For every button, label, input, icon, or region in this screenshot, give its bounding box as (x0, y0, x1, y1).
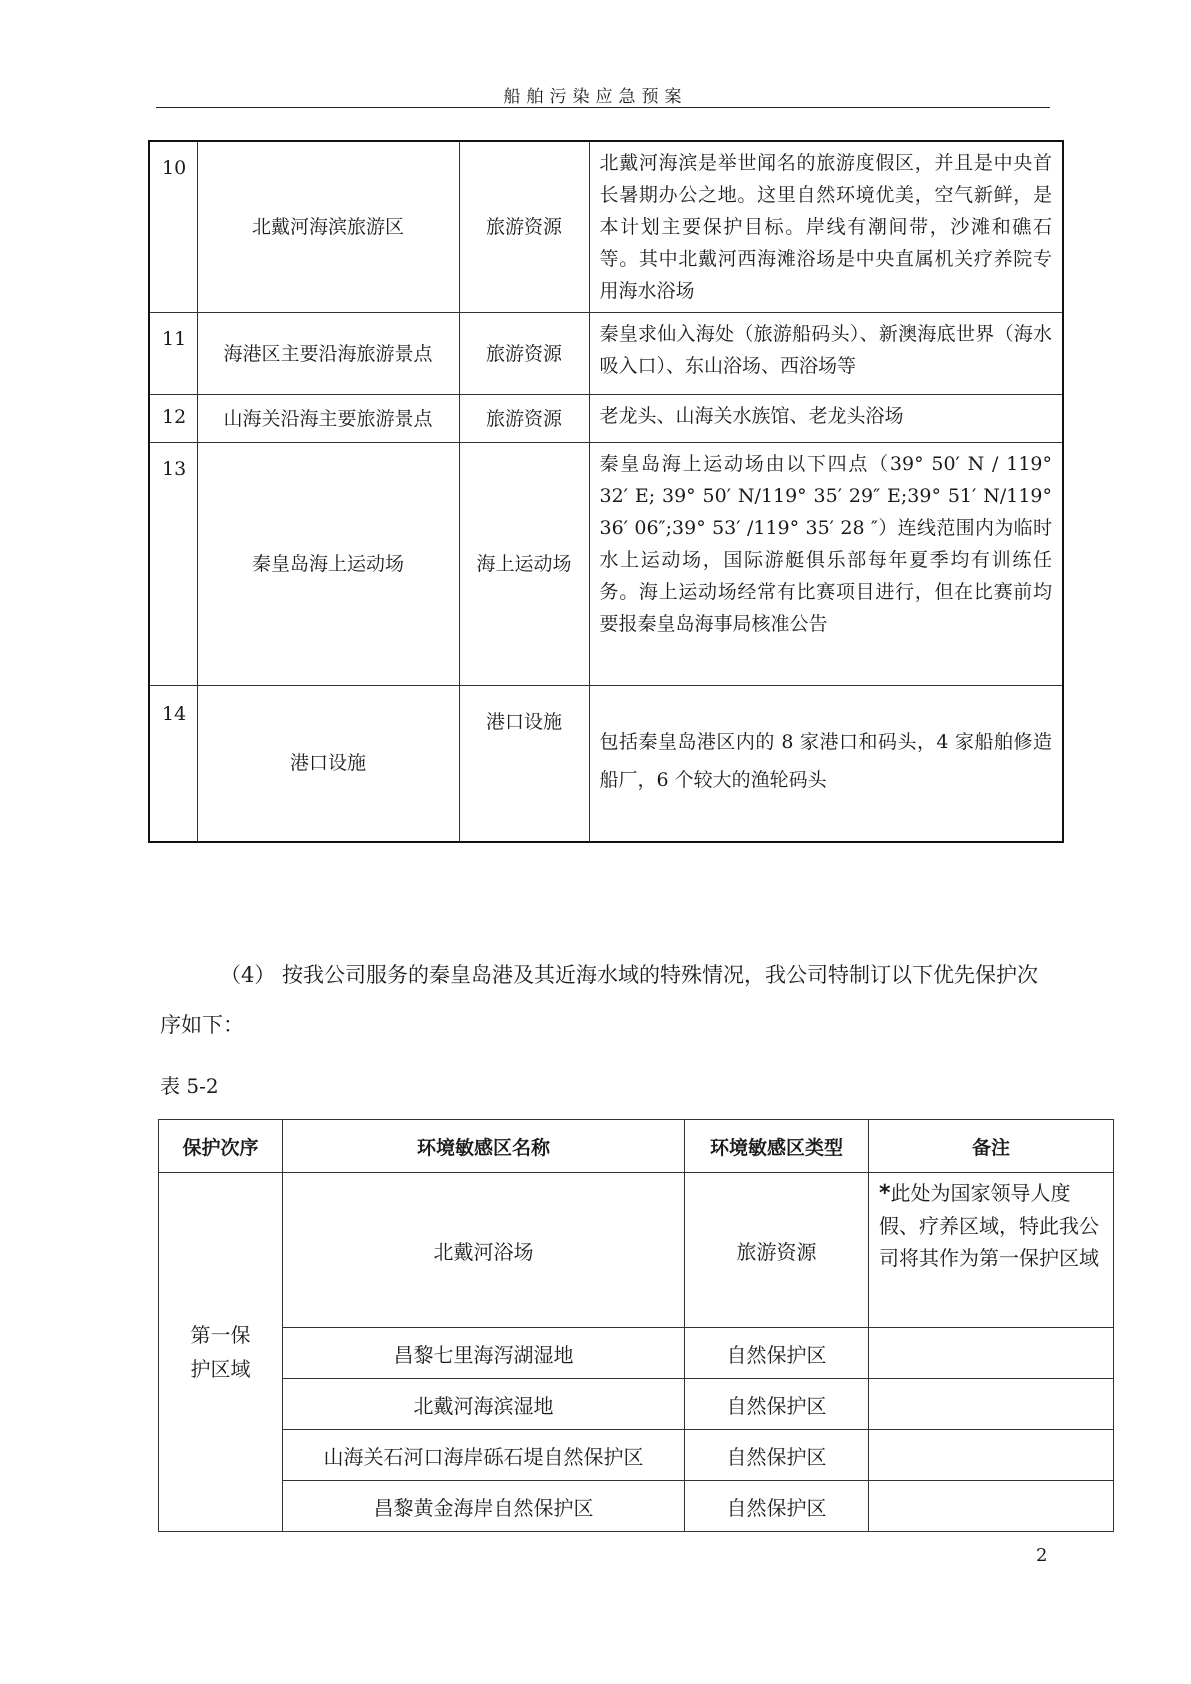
area-name: 昌黎黄金海岸自然保护区 (283, 1481, 685, 1532)
area-name: 北戴河海滨旅游区 (197, 141, 459, 313)
area-description: 包括秦皇岛港区内的 8 家港口和码头，4 家船舶修造船厂，6 个较大的渔轮码头 (589, 686, 1063, 842)
area-name: 北戴河海滨湿地 (283, 1379, 685, 1430)
area-type: 旅游资源 (459, 313, 589, 395)
table-caption: 表 5-2 (160, 1074, 219, 1098)
area-name: 港口设施 (197, 686, 459, 842)
row-number: 12 (149, 395, 197, 443)
table-row (149, 686, 1063, 842)
area-description: 秦皇求仙入海处（旅游船码头）、新澳海底世界（海水吸入口）、东山浴场、西浴场等 (589, 313, 1063, 395)
table-row (159, 1328, 1114, 1379)
remark (869, 1328, 1114, 1379)
area-type: 自然保护区 (685, 1328, 869, 1379)
header-priority: 保护次序 (159, 1120, 283, 1173)
header-area-name: 环境敏感区名称 (283, 1120, 685, 1173)
area-type: 海上运动场 (459, 443, 589, 686)
area-description: 秦皇岛海上运动场由以下四点（39° 50′ N / 119° 32′ E; 39° 50′ N/119° 35′ 29″ E;39° 51′ N/119° 36′ 06″;39° 53′ /119° 35′ 28 ″）连线范围内为临时水上运动场，国际游艇俱乐部每年夏季均有训练任务。海上运动场经常有比赛项目进行，但在比赛前均要报秦皇岛海事局核准公告 (589, 443, 1063, 686)
area-name: 海港区主要沿海旅游景点 (197, 313, 459, 395)
sensitive-areas-table (148, 140, 1064, 843)
row-number: 11 (149, 313, 197, 395)
header-area-type: 环境敏感区类型 (685, 1120, 869, 1173)
area-type: 自然保护区 (685, 1481, 869, 1532)
row-number: 14 (149, 686, 197, 842)
table-row (159, 1430, 1114, 1481)
table-row (159, 1481, 1114, 1532)
row-number: 13 (149, 443, 197, 686)
table-row (149, 141, 1063, 313)
asterisk-mark: * (879, 1181, 891, 1206)
priority-paragraph: （4） 按我公司服务的秦皇岛港及其近海水域的特殊情况，我公司特制订以下优先保护次序如下： (160, 963, 1039, 1037)
header-remark: 备注 (869, 1120, 1114, 1173)
remark (869, 1481, 1114, 1532)
header-rule (156, 107, 1050, 108)
area-name: 秦皇岛海上运动场 (197, 443, 459, 686)
row-number: 10 (149, 141, 197, 313)
remark-text: 此处为国家领导人度假、疗养区域，特此我公司将其作为第一保护区域 (879, 1181, 1099, 1270)
area-name: 北戴河浴场 (283, 1173, 685, 1328)
priority-level: 第一保护区域 (159, 1173, 283, 1532)
area-type: 自然保护区 (685, 1379, 869, 1430)
page-header-title: 船舶污染应急预案 (503, 87, 688, 107)
area-description: 老龙头、山海关水族馆、老龙头浴场 (589, 395, 1063, 443)
area-name: 山海关沿海主要旅游景点 (197, 395, 459, 443)
remark (869, 1430, 1114, 1481)
area-name: 昌黎七里海泻湖湿地 (283, 1328, 685, 1379)
area-type: 旅游资源 (459, 141, 589, 313)
area-type: 港口设施 (459, 686, 589, 842)
remark (869, 1173, 1114, 1328)
priority-table (158, 1119, 1114, 1532)
page-number: 2 (1036, 1545, 1048, 1566)
area-type: 自然保护区 (685, 1430, 869, 1481)
area-type: 旅游资源 (685, 1173, 869, 1328)
table-row (159, 1379, 1114, 1430)
area-name: 山海关石河口海岸砾石堤自然保护区 (283, 1430, 685, 1481)
area-description: 北戴河海滨是举世闻名的旅游度假区，并且是中央首长暑期办公之地。这里自然环境优美，空气新鲜，是本计划主要保护目标。岸线有潮间带，沙滩和礁石等。其中北戴河西海滩浴场是中央直属机关疗养院专用海水浴场 (589, 141, 1063, 313)
remark (869, 1379, 1114, 1430)
table-row (149, 443, 1063, 686)
table-row (149, 395, 1063, 443)
table-row (159, 1173, 1114, 1328)
area-type: 旅游资源 (459, 395, 589, 443)
table-header-row (159, 1120, 1114, 1173)
table-row (149, 313, 1063, 395)
